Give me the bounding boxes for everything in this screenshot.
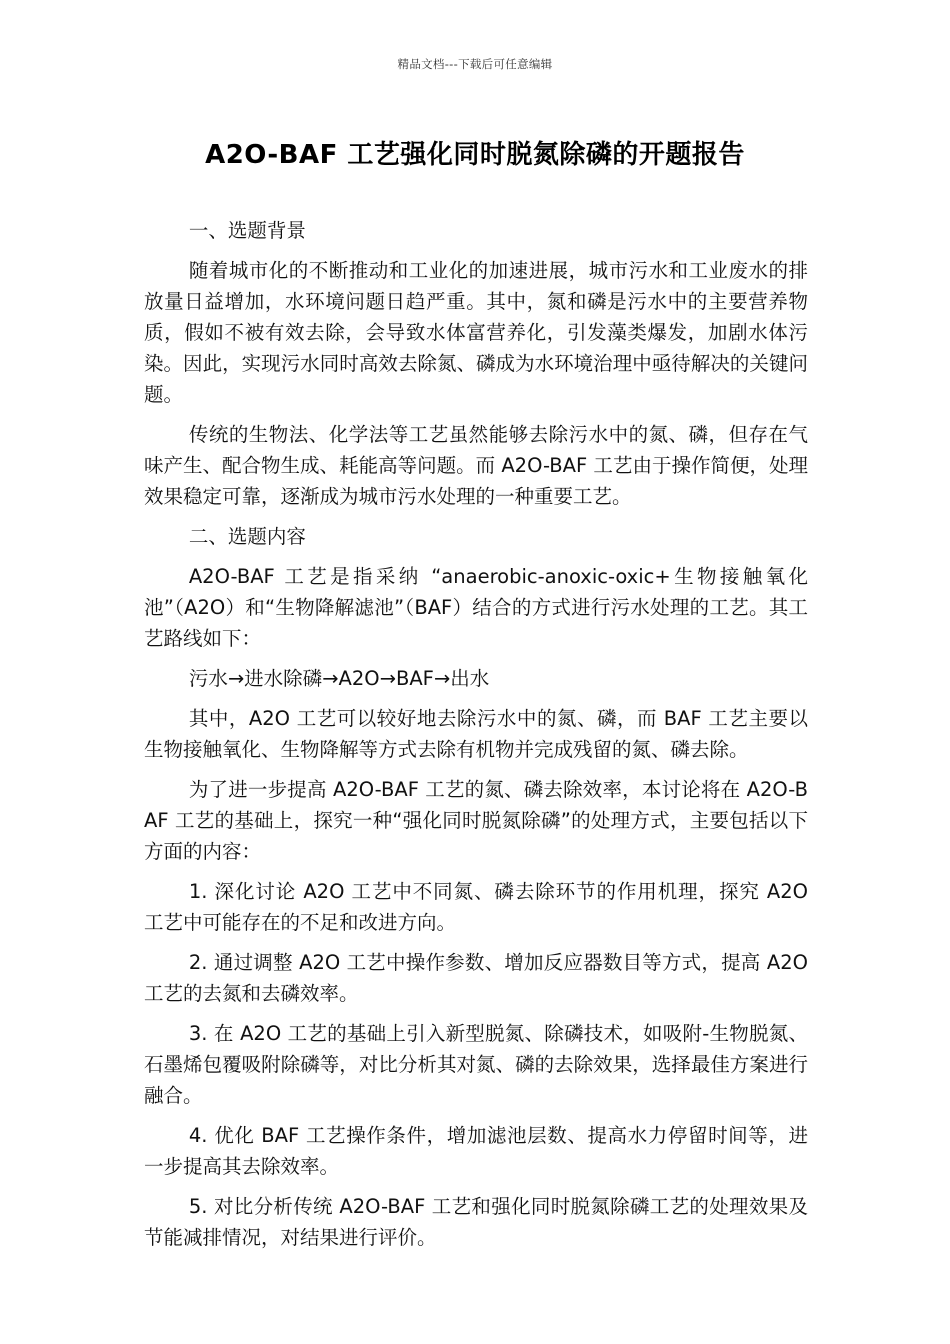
content-paragraph-1: A2O-BAF 工艺是指采纳 “anaerobic-anoxic-oxic+生物接触氧化池”（A2O）和“生物降解滤池”（BAF）结合的方式进行污水处理的工艺。其工艺路线如下：: [144, 565, 808, 650]
list-item-3: 3. 在 A2O 工艺的基础上引入新型脱氮、除磷技术，如吸附-生物脱氮、石墨烯包覆吸附除磷等，对比分析其对氮、磷的去除效果，选择最佳方案进行融合。: [144, 1022, 808, 1107]
list-item-4: 4. 优化 BAF 工艺操作条件，增加滤池层数、提高水力停留时间等，进一步提高其去除效率。: [144, 1124, 808, 1178]
background-paragraph-1: 随着城市化的不断推动和工业化的加速进展，城市污水和工业废水的排放量日益增加，水环境问题日趋严重。其中，氮和磷是污水中的主要营养物质，假如不被有效去除，会导致水体富营养化，引发藻类爆发，加剧水体污染。因此，实现污水同时高效去除氮、磷成为水环境治理中亟待解决的关键问题。: [144, 259, 808, 406]
document-title: A2O-BAF 工艺强化同时脱氮除磷的开题报告: [205, 140, 745, 170]
content-paragraph-3: 为了进一步提高 A2O-BAF 工艺的氮、磷去除效率，本讨论将在 A2O-BAF 工艺的基础上，探究一种“强化同时脱氮除磷”的处理方式，主要包括以下方面的内容：: [144, 778, 808, 863]
list-item-5: 5. 对比分析传统 A2O-BAF 工艺和强化同时脱氮除磷工艺的处理效果及节能减排情况，对结果进行评价。: [144, 1195, 808, 1249]
background-paragraph-2: 传统的生物法、化学法等工艺虽然能够去除污水中的氮、磷，但存在气味产生、配合物生成、耗能高等问题。而 A2O-BAF 工艺由于操作简便，处理效果稳定可靠，逐渐成为城市污水处理的一种重要工艺。: [144, 423, 808, 508]
content-paragraph-2: 其中，A2O 工艺可以较好地去除污水中的氮、磷，而 BAF 工艺主要以生物接触氧化、生物降解等方式去除有机物并完成残留的氮、磷去除。: [144, 707, 808, 761]
list-item-1: 1. 深化讨论 A2O 工艺中不同氮、磷去除环节的作用机理，探究 A2O 工艺中可能存在的不足和改进方向。: [144, 880, 808, 934]
process-route: 污水→进水除磷→A2O→BAF→出水: [188, 667, 490, 690]
list-item-2: 2. 通过调整 A2O 工艺中操作参数、增加反应器数目等方式，提高 A2O 工艺的去氮和去磷效率。: [144, 951, 808, 1005]
document-body: [144, 215, 808, 1262]
section-heading-background: 一、选题背景: [188, 219, 306, 242]
page-header-note: 精品文档---下载后可任意编辑: [397, 57, 553, 71]
section-heading-content: 二、选题内容: [188, 525, 306, 548]
